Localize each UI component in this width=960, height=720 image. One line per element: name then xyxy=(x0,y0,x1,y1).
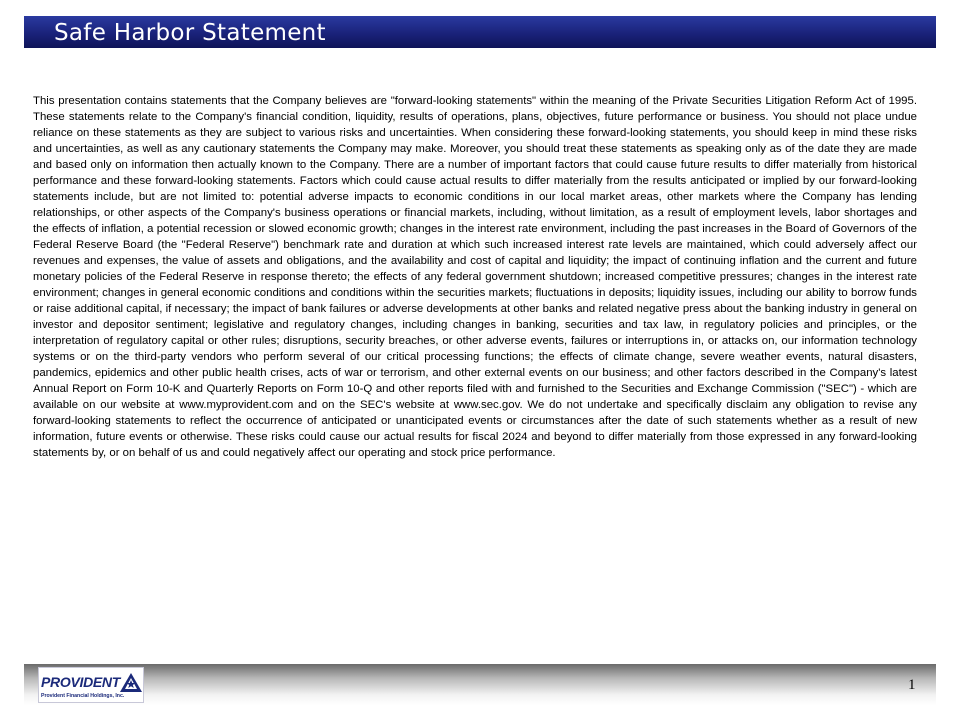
page-number: 1 xyxy=(908,677,916,693)
slide-title: Safe Harbor Statement xyxy=(54,20,326,46)
safe-harbor-text: This presentation contains statements that the Company believes are "forward-looking statements" within the meaning of the Private Securities Litigation Reform Act of 1995. These statements relate to the Company's financial condition, liquidity, results of operations, plans, objectives, future performance or business. You should not place undue reliance on these statements as they are subject to various risks and uncertainties. When considering these forward-looking statements, you should keep in mind these risks and uncertainties, as well as any cautionary statements the Company may make. Moreover, you should treat these statements as speaking only as of the date they are made and based only on information then actually known to the Company. There are a number of important factors that could cause future results to differ materially from historical performance and these forward-looking statements. Factors which could cause actual results to differ materially from the results anticipated or implied by our forward-looking statements include, but are not limited to: potential adverse impacts to economic conditions in our local market areas, other markets where the Company has lending relationships, or other aspects of the Company's business operations or financial markets, including, without limitation, as a result of employment levels, labor shortages and the effects of inflation, a potential recession or slowed economic growth; changes in the interest rate environment, including the past increases in the Board of Governors of the Federal Reserve Board (the "Federal Reserve") benchmark rate and duration at which such increased interest rate levels are maintained, which could adversely affect our revenues and expenses, the value of assets and obligations, and the availability and cost of capital and liquidity; the impact of continuing inflation and the current and future monetary policies of the Federal Reserve in response thereto; the effects of any federal government shutdown; increased competitive pressures; changes in the interest rate environment; changes in general economic conditions and conditions within the securities markets; fluctuations in deposits; liquidity issues, including our ability to borrow funds or raise additional capital, if necessary; the impact of bank failures or adverse developments at other banks and related negative press about the banking industry in general on investor and depositor sentiment; legislative and regulatory changes, including changes in banking, securities and tax law, in regulatory policies and principles, or the interpretation of regulatory capital or other rules; disruptions, security breaches, or other adverse events, failures or interruptions in, or attacks on, our information technology systems or on the third-party vendors who perform several of our critical processing functions; the effects of climate change, severe weather events, natural disasters, pandemics, epidemics and other public health crises, acts of war or terrorism, and other external events on our business; and other factors described in the Company's latest Annual Report on Form 10-K and Quarterly Reports on Form 10-Q and other reports filed with and furnished to the Securities and Exchange Commission ("SEC") - which are available on our website at www.myprovident.com and on the SEC's website at www.sec.gov. We do not undertake and specifically disclaim any obligation to revise any forward-looking statements to reflect the occurrence of anticipated or unanticipated events or circumstances after the date of such statements whether as a result of new information, future events or otherwise. These risks could cause our actual results for fiscal 2024 and beyond to differ materially from those expressed in any forward-looking statements by, or on behalf of us and could negatively affect our operating and stock price performance. xyxy=(33,95,917,459)
title-bar xyxy=(24,16,936,48)
footer-bar xyxy=(24,664,936,705)
logo-wordmark: PROVIDENT xyxy=(41,674,120,690)
provident-logo xyxy=(38,667,144,703)
star-triangle-logo-icon xyxy=(119,671,143,693)
logo-subtitle: Provident Financial Holdings, Inc. xyxy=(41,693,125,699)
